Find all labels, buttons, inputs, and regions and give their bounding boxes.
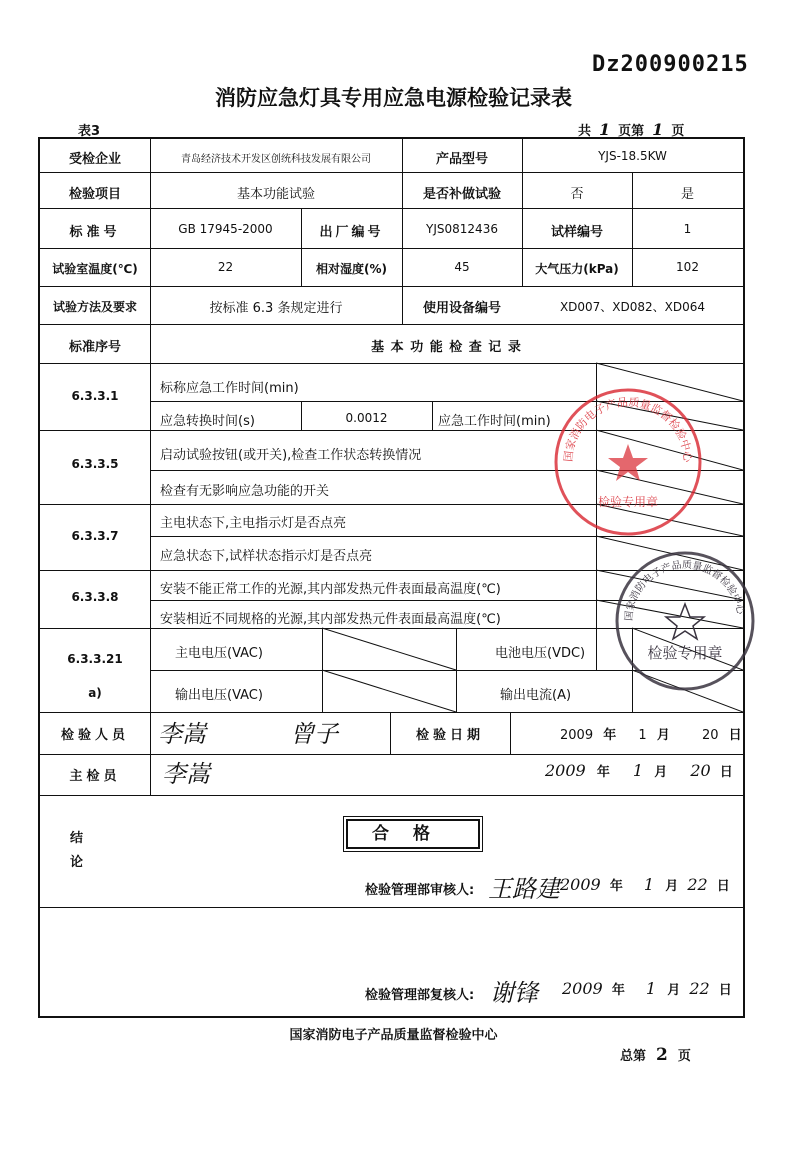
seal1-inner-text: 检验专用章 (597, 495, 659, 509)
emergency-time-label: 应急工作时间(min) (438, 414, 551, 429)
humidity-label: 相对湿度(%) (316, 262, 387, 276)
date-day-unit: 日 (728, 728, 742, 743)
clause-6-3-3-21: 6.3.3.21 (67, 652, 123, 666)
date-label: 检验日期 (415, 728, 484, 743)
inspector-signature-2: 曾子 (290, 720, 338, 748)
client-value: 青岛经济技术开发区创统科技发展有限公司 (181, 154, 371, 165)
std-label: 标准号 (69, 225, 121, 240)
clause-6-3-3-7: 6.3.3.7 (71, 529, 119, 543)
chief-label: 主检员 (69, 769, 121, 784)
conclusion-label-a: 结 (70, 831, 84, 846)
battery-voltage-label: 电池电压(VDC) (495, 646, 586, 661)
rated-emergency-time-label: 标称应急工作时间(min) (160, 381, 299, 396)
document-number: Dz200900215 (592, 52, 749, 77)
total-page: 2 (656, 1045, 668, 1065)
page-total: 1 (599, 120, 611, 139)
supplement-yes: 是 (680, 187, 694, 202)
switch-check-label: 检查有无影响应急功能的开关 (160, 484, 330, 499)
reviewer-day-unit: 日 (716, 879, 730, 894)
rechecker-month-unit: 月 (667, 983, 681, 998)
supplement-no: 否 (570, 187, 584, 202)
abnormal-light-temp-label: 安装不能正常工作的光源,其内部发热元件表面最高温度(℃) (160, 582, 501, 597)
chief-month-unit: 月 (654, 765, 668, 780)
start-test-label: 启动试验按钮(或开关),检查工作状态转换情况 (160, 448, 422, 463)
inspection-date (560, 724, 742, 743)
equip-value: XD007、XD082、XD064 (559, 300, 706, 314)
total-page-info (620, 1045, 691, 1065)
humidity-value: 45 (454, 260, 470, 274)
total-prefix: 总第 (620, 1049, 647, 1064)
rechecker-year-unit: 年 (611, 983, 625, 998)
pressure-value: 102 (676, 260, 699, 274)
clause-6-3-3-8: 6.3.3.8 (71, 590, 119, 604)
temp-label: 试验室温度(℃) (52, 262, 138, 276)
date-day: 20 (701, 728, 719, 743)
rechecker-day-unit: 日 (718, 983, 732, 998)
reviewer-month-unit: 月 (665, 879, 679, 894)
dark-seal-stamp (610, 546, 760, 696)
chief-day-unit: 日 (719, 765, 733, 780)
clause-header: 标准序号 (68, 340, 121, 355)
method-value: 按标准 6.3 条规定进行 (209, 301, 343, 316)
total-suffix: 页 (677, 1049, 691, 1064)
sample-label: 试样编号 (550, 225, 603, 240)
serial-value: YJS0812436 (426, 222, 498, 236)
chief-date (545, 761, 733, 780)
rechecker-year: 2009 (562, 979, 603, 998)
reviewer-year-unit: 年 (609, 879, 623, 894)
page-mid: 页第 (618, 124, 645, 139)
reviewer-month: 1 (643, 875, 655, 894)
main-power-indicator-label: 主电状态下,主电指示灯是否点亮 (160, 516, 347, 531)
seal2-ring-text: 国家消防电子产品质量监督检验中心 (623, 559, 746, 622)
date-month: 1 (638, 728, 647, 743)
clause-6-3-3-5: 6.3.3.5 (71, 457, 119, 471)
switch-time-value: 0.0012 (345, 411, 388, 425)
star-outline-icon (666, 604, 704, 639)
chief-month: 1 (632, 761, 644, 780)
star-icon (608, 444, 648, 481)
output-voltage-label: 输出电压(VAC) (175, 688, 263, 703)
rechecker-signature: 谢锋 (490, 979, 538, 1007)
model-value: YJS-18.5KW (598, 149, 667, 163)
reviewer-date (560, 875, 730, 894)
record-header: 基 本 功 能 检 查 记 录 (371, 340, 522, 355)
rechecker-label: 检验管理部复核人: (365, 988, 475, 1003)
inspector-label: 检验人员 (60, 728, 129, 743)
emergency-indicator-label: 应急状态下,试样状态指示灯是否点亮 (160, 549, 373, 564)
footer-org: 国家消防电子产品质量监督检验中心 (289, 1028, 498, 1043)
method-label: 试验方法及要求 (52, 300, 137, 314)
item-label: 检验项目 (68, 187, 121, 202)
page-current: 1 (652, 120, 664, 139)
sample-value: 1 (683, 222, 692, 236)
rechecker-day: 22 (689, 979, 710, 998)
output-current-label: 输出电流(A) (500, 688, 572, 703)
chief-year: 2009 (545, 761, 586, 780)
chief-day: 20 (690, 761, 711, 780)
table-number: 表3 (78, 124, 101, 139)
reviewer-day: 22 (687, 875, 708, 894)
clause-6-3-3-1: 6.3.3.1 (71, 389, 119, 403)
date-year: 2009 (560, 728, 594, 743)
model-label: 产品型号 (435, 152, 488, 167)
switch-time-label: 应急转换时间(s) (160, 414, 255, 429)
page-prefix: 共 (578, 124, 592, 139)
serial-label: 出厂编号 (319, 225, 384, 240)
seal1-ring-text: 国家消防电子产品质量监督检验中心 (561, 395, 695, 463)
page-suffix: 页 (671, 124, 685, 139)
temp-value: 22 (217, 260, 234, 274)
red-seal-stamp (548, 382, 708, 542)
chief-signature: 李嵩 (162, 760, 210, 788)
seal2-inner-text: 检验专用章 (647, 644, 723, 662)
date-month-unit: 月 (656, 728, 670, 743)
client-label: 受检企业 (68, 152, 121, 167)
chief-year-unit: 年 (596, 765, 610, 780)
main-voltage-label: 主电电压(VAC) (175, 646, 263, 661)
std-value: GB 17945-2000 (178, 222, 273, 236)
rechecker-month: 1 (645, 979, 657, 998)
conclusion-label-b: 论 (70, 855, 84, 870)
conclusion-result-stamp: 合格 (346, 819, 480, 849)
inspector-signature-1: 李嵩 (158, 720, 206, 748)
reviewer-signature: 王路建 (488, 875, 560, 903)
equip-label: 使用设备编号 (422, 301, 501, 316)
reviewer-label: 检验管理部审核人: (365, 883, 475, 898)
pressure-label: 大气压力(kPa) (535, 262, 619, 276)
page-title: 消防应急灯具专用应急电源检验记录表 (215, 86, 572, 110)
reviewer-year: 2009 (560, 875, 601, 894)
similar-light-temp-label: 安装相近不同规格的光源,其内部发热元件表面最高温度(℃) (160, 612, 501, 627)
item-value: 基本功能试验 (236, 187, 315, 202)
rechecker-date (562, 979, 732, 998)
date-year-unit: 年 (603, 728, 617, 743)
clause-6-3-3-21-a: a) (88, 686, 102, 700)
supplement-label: 是否补做试验 (422, 187, 501, 202)
